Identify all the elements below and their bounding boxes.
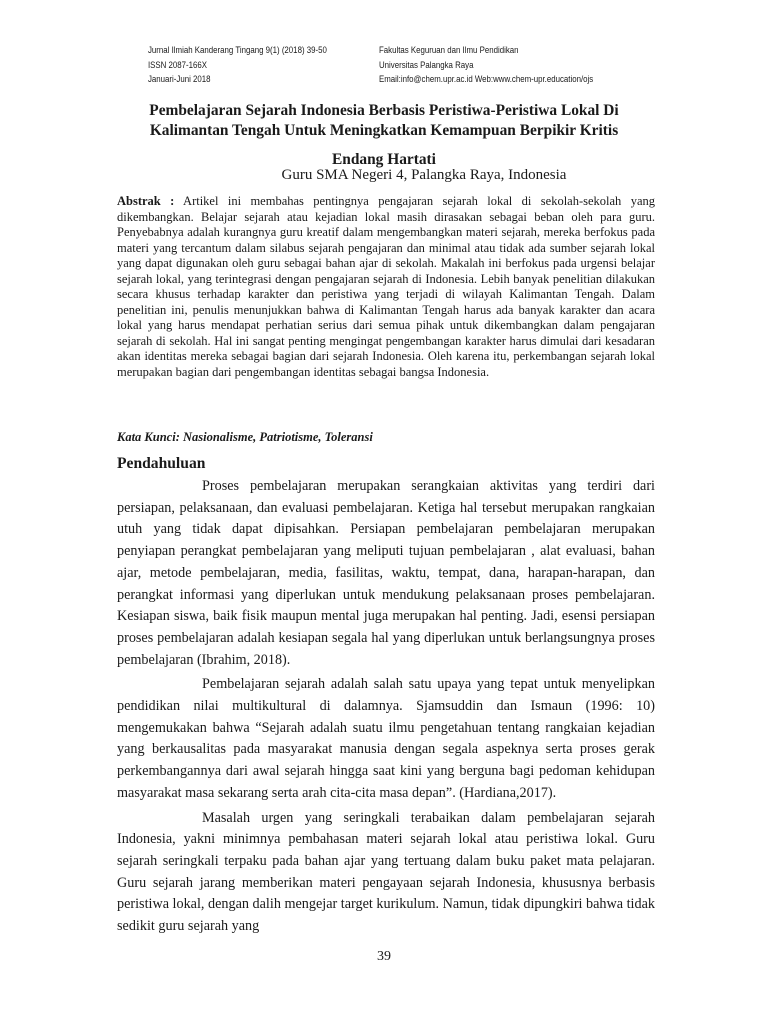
- section-heading: Pendahuluan: [117, 455, 206, 472]
- paragraph: Masalah urgen yang seringkali terabaikan dalam pembelajaran sejarah Indonesia, yakni minimnya pembahasan materi sejarah lokal atau peristiwa lokal. Guru sejarah seringkali terpaku pada bahan ajar yang tertuang dalam buku paket mata pelajaran. Guru sejarah jarang memberikan materi pengayaan sejarah Indonesia, khususnya berbasis peristiwa lokal, dengan dalih mengejar target kurikulum. Namun, tidak dipungkiri bahwa tidak sedikit guru sejarah yang: [117, 809, 655, 935]
- body-text: [117, 476, 655, 941]
- journal-citation: Jurnal Ilmiah Kanderang Tingang 9(1) (2018) 39-50: [148, 45, 327, 56]
- journal-period: Januari-Juni 2018: [148, 74, 211, 85]
- journal-issn: ISSN 2087-166X: [148, 59, 208, 71]
- faculty-name: Fakultas Keguruan dan Ilmu Pendidikan: [379, 45, 519, 56]
- author-name: Endang Hartati: [332, 151, 436, 168]
- abstract-text: Artikel ini membahas pentingnya pengajaran sejarah lokal di sekolah-sekolah yang dikembangkan. Belajar sejarah atau kejadian lokal masih dirasakan sebagai beban oleh para guru. Penyebabnya adalah kurangnya guru kreatif dalam mengembangkan materi sejarah, mereka berfokus pada materi yang tercantum dalam silabus sejarah pengajaran dan minimal atau tidak ada sumber sejarah lokal yang dapat digunakan oleh guru sebagai bahan ajar di sekolah. Makalah ini berfokus pada urgensi belajar sejarah lokal, yang terintegrasi dengan pengajaran sejarah di Indonesia. Lebih banyak penelitian dilakukan secara khusus terhadap karakter dan peristiwa yang terjadi di wilayah Kalimantan Tengah. Dalam penelitian ini, penulis menunjukkan bahwa di Kalimantan Tengah harus ada banyak karakter dan acara lokal yang harus mendapat perhatian serius dari semua pihak untuk dikembangkan dalam pengajaran sejarah di sekolah. Hal ini sangat penting mengingat pengembangan karakter harus dimulai dari kesadaran akan identitas mereka sebagai bagian dari sejarah Indonesia. Oleh karena itu, perkembangan sejarah lokal merupakan bagian dari pengembangan identitas sebagai bangsa Indonesia.: [117, 194, 656, 379]
- abstract: [117, 194, 655, 380]
- keywords: Kata Kunci: Nasionalisme, Patriotisme, Toleransi: [117, 430, 373, 444]
- author-affiliation: Guru SMA Negeri 4, Palangka Raya, Indonesia: [281, 167, 567, 183]
- contact-line: Email:info@chem.upr.ac.id Web:www.chem-upr.education/ojs: [379, 74, 594, 85]
- abstract-label: Abstrak :: [117, 194, 175, 208]
- paper-title-line-2: Kalimantan Tengah Untuk Meningkatkan Kemampuan Berpikir Kritis: [149, 122, 619, 139]
- journal-header-right: [379, 44, 593, 88]
- paragraph: Proses pembelajaran merupakan serangkaian aktivitas yang terdiri dari persiapan, pelaksanaan, dan evaluasi pembelajaran. Ketiga hal tersebut merupakan rangkaian utuh yang tidak dapat dipisahkan. Persiapan pembelajaran pembelajaran merupakan penyiapan perangkat pembelajaran yang meliputi tujuan pembelajaran , alat evaluasi, bahan ajar, metode pembelajaran, media, fasilitas, waktu, tempat, dana, harapan-harapan, dan perangkat informasi yang diperlukan untuk mendukung pelaksanaan proses pembelajaran. Kesiapan siswa, baik fisik maupun mental juga merupakan hal penting. Jadi, esensi persiapan proses pembelajaran adalah kesiapan segala hal yang diperlukan untuk berlangsungnya proses pembelajaran (Ibrahim, 2018).: [117, 478, 655, 668]
- paper-title-line-1: Pembelajaran Sejarah Indonesia Berbasis Peristiwa-Peristiwa Lokal Di: [149, 102, 619, 119]
- paper-title: [100, 101, 668, 141]
- paragraph: Pembelajaran sejarah adalah salah satu upaya yang tepat untuk menyelipkan pendidikan nilai multikultural di dalamnya. Sjamsuddin dan Ismaun (1996: 10) mengemukakan bahwa “Sejarah adalah suatu ilmu pengetahuan tentang rangkaian kejadian yang berkausalitas pada masyarakat manusia dengan segala aspeknya serta proses gerak perkembangannya dari awal sejarah hingga saat kini yang berguna bagi pedoman kehidupan masyarakat masa sekarang serta arah cita-cita masa depan”. (Hardiana,2017).: [117, 676, 655, 801]
- page-number: 39: [377, 949, 391, 964]
- university-name: Universitas Palangka Raya: [379, 59, 474, 71]
- journal-header-left: [148, 44, 327, 88]
